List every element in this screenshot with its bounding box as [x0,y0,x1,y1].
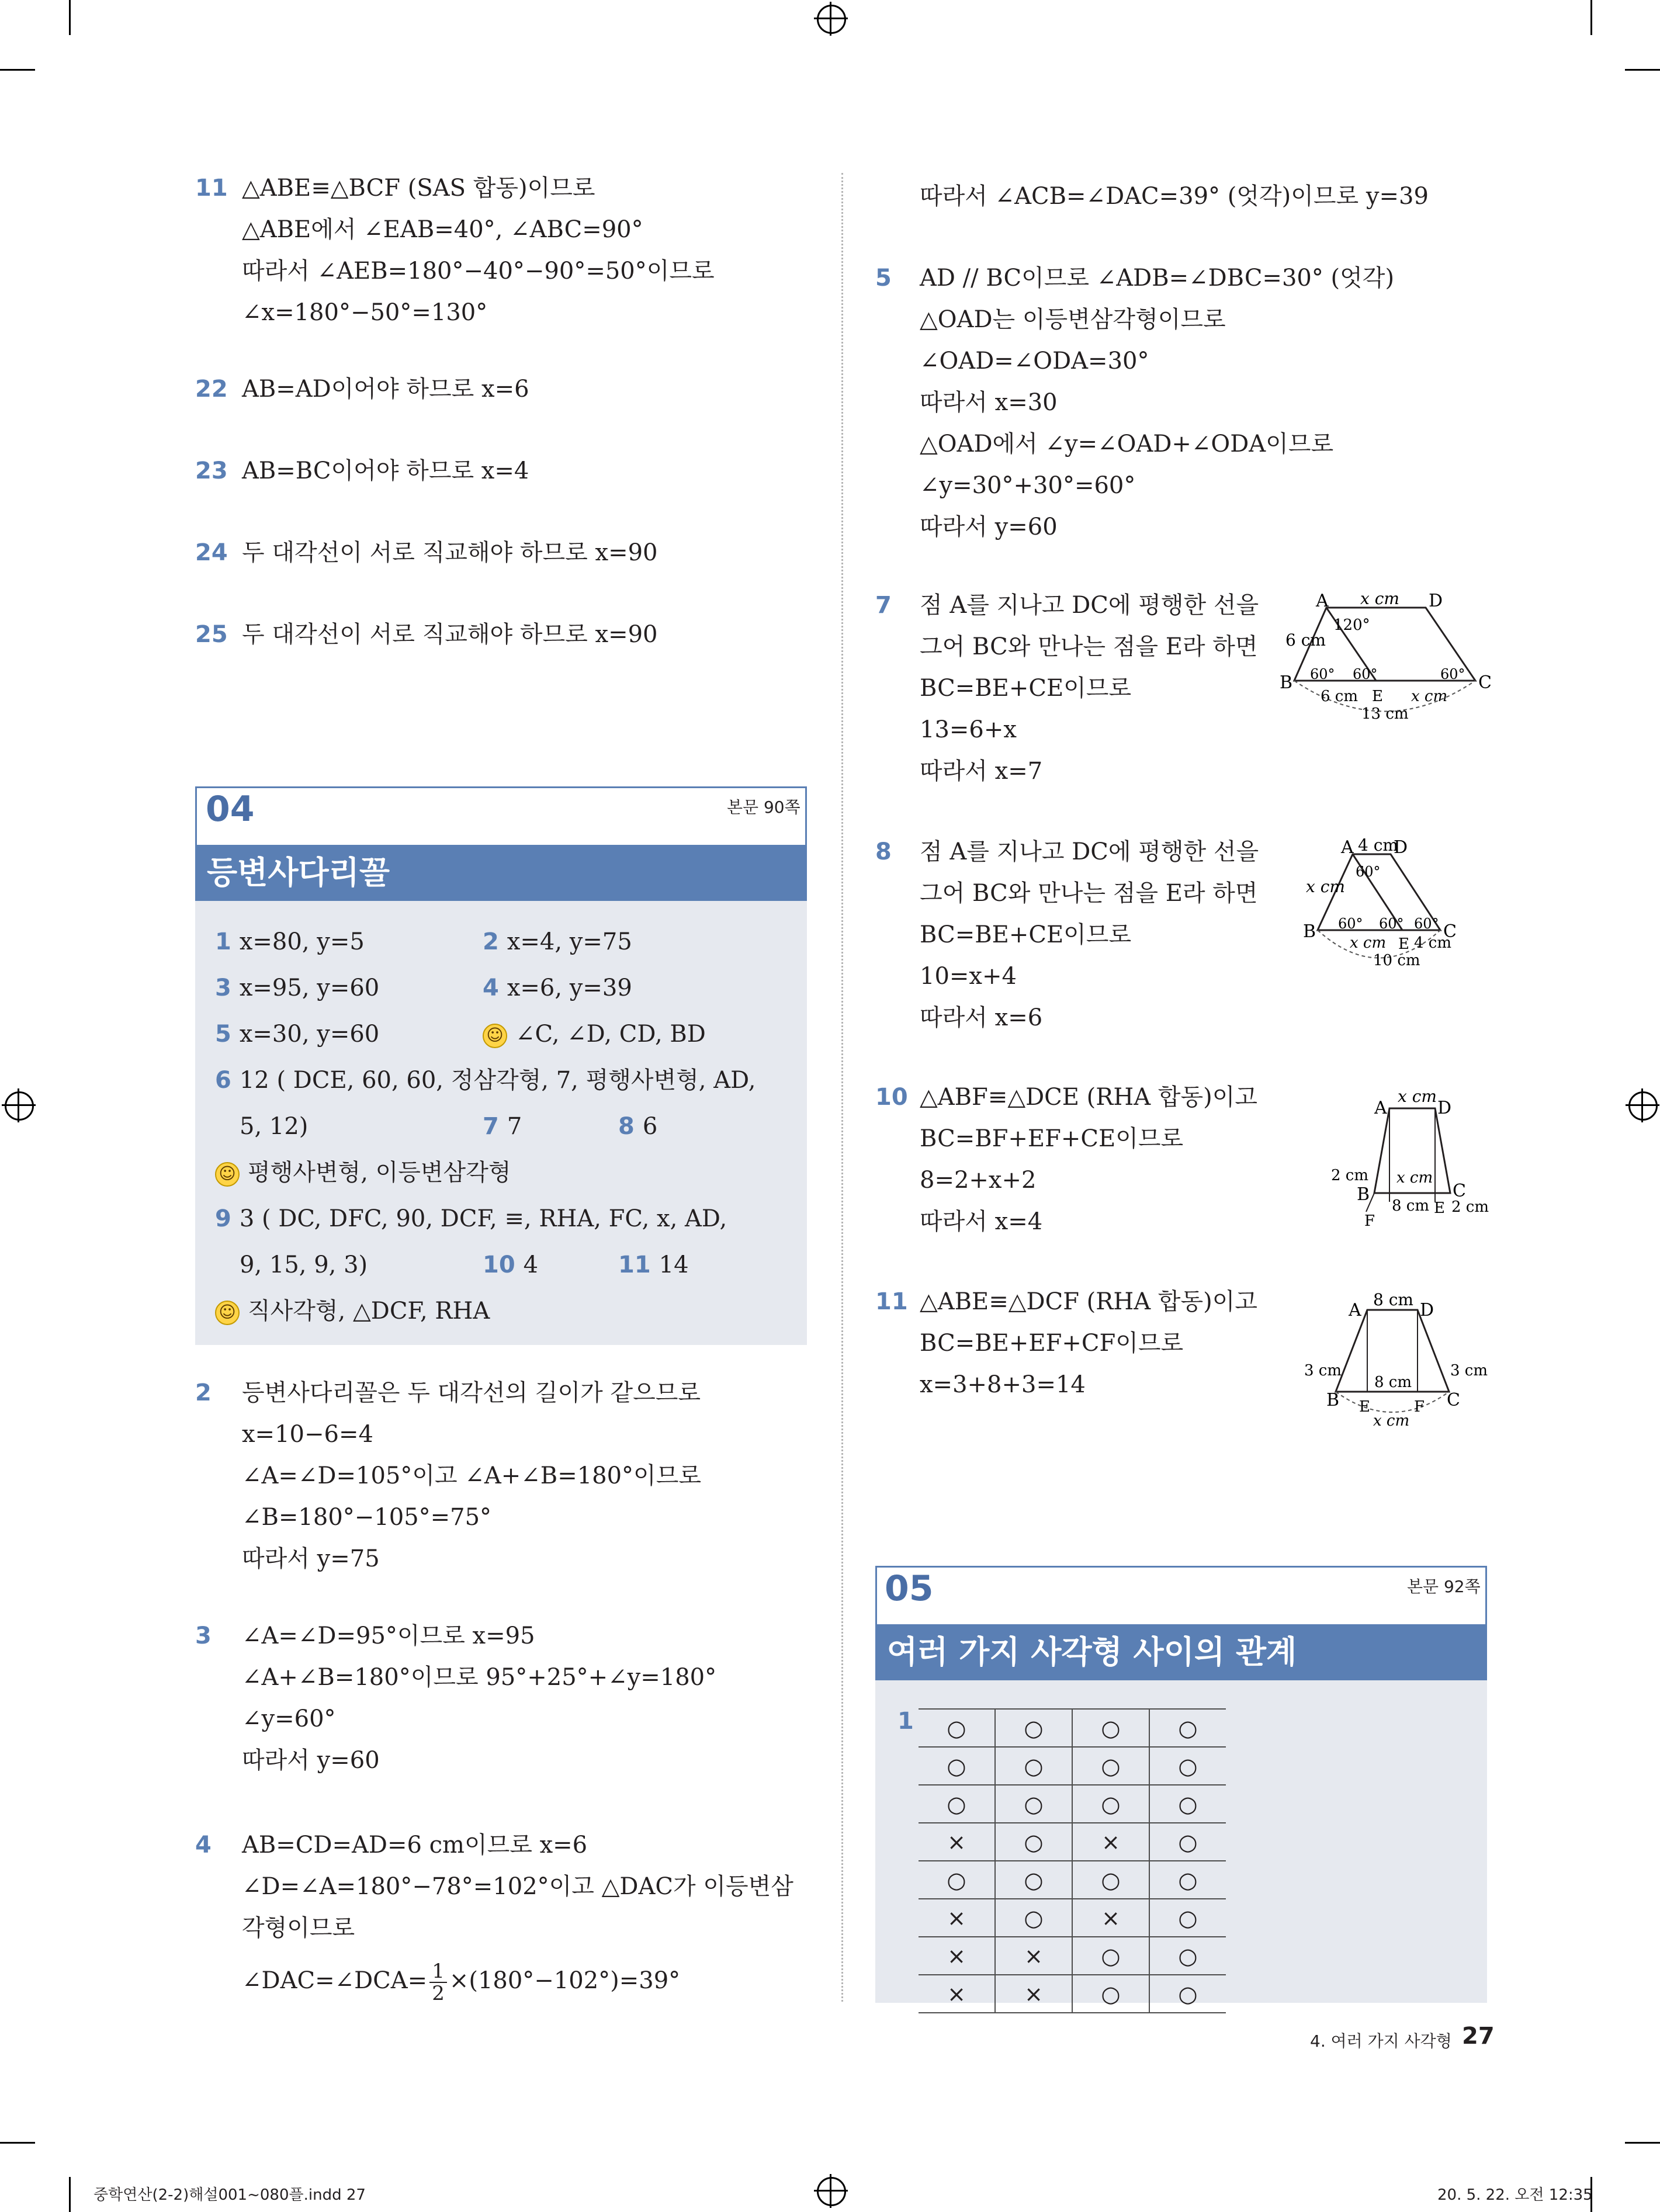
answer-text: 9, 15, 9, 3) [240,1251,368,1278]
answer-line: 등변사다리꼴은 두 대각선의 길이가 같으므로 [242,1379,701,1406]
fig-segment: 8 cm [1392,1197,1430,1215]
fig-label-A: A [1316,591,1329,611]
item-number: 7 [875,592,892,619]
answer-line: BC=BF+EF+CE이므로 [920,1125,1184,1152]
fraction-numerator: 1 [429,1961,447,1983]
fig-angle: 120° [1333,616,1370,634]
fig-top-length: 4 cm [1358,837,1398,855]
figure-item11 [1303,1287,1502,1438]
column-divider [841,173,843,2002]
fig-mid-length: 8 cm [1374,1374,1412,1391]
table-cell: ○ [1149,1823,1226,1861]
item-number: 2 [195,1379,212,1406]
answer-line: 따라서 x=7 [920,758,1043,785]
fig-label-E: E [1359,1398,1370,1416]
answer-row-third [618,1111,657,1142]
answer-row [215,1296,793,1326]
answer-line: △ABE≡△BCF (SAS 합동)이므로 [242,175,595,202]
table-cell: ○ [1072,1709,1149,1747]
table-cell: × [995,1937,1072,1975]
answer-row [215,1065,793,1095]
fig-label-C: C [1447,1390,1460,1410]
item-number: 23 [195,457,228,484]
answer-line: ∠A+∠B=180°이므로 95°+25°+∠y=180° [242,1664,717,1691]
answer-line: 10=x+4 [920,963,1017,990]
figure-item10 [1321,1082,1496,1234]
fig-label-B: B [1357,1184,1370,1205]
relation-table [919,1708,1226,2013]
answer-number: 10 [483,1251,515,1278]
answer-row [215,1157,793,1188]
answer-text: x=4, y=75 [507,928,632,955]
item-number: 22 [195,376,228,403]
table-cell: × [1072,1899,1149,1937]
answer-line: △OAD에서 ∠y=∠OAD+∠ODA이므로 [920,431,1334,457]
answer-line: 그어 BC와 만나는 점을 E라 하면 [920,880,1258,907]
answer-row-second [483,927,632,957]
answer-line: 13=6+x [920,716,1017,743]
figure-item7 [1280,590,1496,730]
table-cell: ○ [1149,1747,1226,1785]
answer-row-second [483,1250,538,1280]
answer-line: 따라서 x=4 [920,1208,1043,1235]
answer-text: 14 [659,1251,689,1278]
chapter-label: 4. 여러 가지 사각형 [1310,2031,1452,2051]
answer-line: 따라서 y=60 [242,1747,380,1774]
answer-text: x=6, y=39 [507,975,632,1001]
table-cell: ○ [1072,1785,1149,1823]
fig-top-length: 8 cm [1373,1290,1413,1309]
fig-right-length: 2 cm [1451,1198,1489,1216]
table-row [919,1899,1226,1937]
table-cell: ○ [1149,1975,1226,2013]
table-cell: ○ [1072,1937,1149,1975]
table-cell: ○ [1149,1861,1226,1899]
answer-text: 평행사변형, 이등변삼각형 [248,1159,511,1186]
answer-row [215,1204,793,1234]
answer-line: ∠y=60° [242,1705,336,1732]
item-number: 24 [195,539,228,566]
fig-top-length: x cm [1360,590,1399,608]
section-code: 05 [885,1568,934,1609]
item-number: 5 [875,265,892,292]
answer-line: BC=BE+EF+CF이므로 [920,1330,1184,1357]
figure-item8 [1297,837,1502,977]
table-row [919,1937,1226,1975]
answer-text: x=80, y=5 [239,928,365,955]
continuation-line: 따라서 ∠ACB=∠DAC=39° (엇각)이므로 y=39 [920,183,1429,210]
formula-suffix: ×(180°−102°)=39° [449,1967,681,1994]
section-box-05-header [875,1566,1487,1628]
table-cell: ○ [1072,1861,1149,1899]
answer-line: 두 대각선이 서로 직교해야 하므로 x=90 [242,621,658,648]
table-cell: ○ [995,1747,1072,1785]
item-number: 25 [195,621,228,648]
answer-text: 직사각형, △DCF, RHA [248,1298,490,1325]
fig-segment: x cm [1350,934,1387,952]
answer-line: AB=BC이어야 하므로 x=4 [242,457,529,484]
fig-segment: 4 cm [1414,934,1452,952]
fig-angle: 60° [1379,916,1404,932]
answer-line: 두 대각선이 서로 직교해야 하므로 x=90 [242,539,658,566]
table-row [919,1975,1226,2013]
registration-mark-icon [817,2177,846,2206]
table-cell: ○ [1149,1709,1226,1747]
fig-label-A: A [1341,837,1354,858]
fig-label-C: C [1443,921,1457,942]
fig-angle: 60° [1353,666,1378,682]
table-cell: ○ [995,1785,1072,1823]
fig-label-D: D [1437,1098,1452,1118]
fig-left-length: 6 cm [1285,630,1326,650]
fraction-denominator: 2 [432,1982,445,2005]
fig-angle: 60° [1414,916,1439,932]
table-cell: × [919,1823,995,1861]
fig-bottom-length: 13 cm [1361,705,1409,723]
fig-label-A: A [1349,1300,1361,1320]
table-row [919,1823,1226,1861]
answer-line: 그어 BC와 만나는 점을 E라 하면 [920,633,1258,660]
fig-label-E: E [1434,1199,1445,1217]
fig-label-C: C [1478,672,1492,693]
fig-label-F: F [1414,1398,1425,1416]
table-cell: ○ [995,1899,1072,1937]
crop-mark [0,69,35,71]
fig-bottom-length: 10 cm [1373,952,1420,969]
fig-angle: 60° [1440,666,1465,682]
answer-text: 5, 12) [240,1113,309,1140]
answer-line: 따라서 x=30 [920,389,1058,416]
answer-text: 7 [507,1113,522,1140]
answer-line: 8=2+x+2 [920,1167,1037,1194]
item-number: 11 [875,1288,908,1315]
answer-number: 6 [215,1067,231,1094]
answer-row-third [618,1250,689,1280]
table-cell: ○ [919,1747,995,1785]
fig-label-E: E [1372,688,1383,705]
answer-line: 따라서 y=60 [920,514,1058,540]
fig-label-B: B [1326,1390,1340,1410]
fig-segment: x cm [1411,688,1448,705]
table-cell: × [1072,1823,1149,1861]
section-code: 04 [206,789,255,830]
table-cell: ○ [1072,1975,1149,2013]
answer-line: △ABE≡△DCF (RHA 합동)이고 [920,1288,1258,1315]
registration-mark-icon [1628,1091,1658,1121]
fig-label-D: D [1394,837,1408,858]
fig-angle: 60° [1356,864,1381,880]
answer-line: x=10−6=4 [242,1421,373,1448]
answer-line: ∠x=180°−50°=130° [242,299,488,326]
answer-number: 3 [215,975,231,1001]
table-cell: ○ [919,1785,995,1823]
crop-mark [1625,69,1660,71]
answer-line: ∠A=∠D=105°이고 ∠A+∠B=180°이므로 [242,1462,701,1489]
section-page-ref: 본문 90쪽 [727,798,800,817]
answer-line: △OAD는 이등변삼각형이므로 [920,306,1226,333]
item-number: 3 [195,1622,212,1649]
answer-line: 점 A를 지나고 DC에 평행한 선을 [920,838,1259,865]
fig-label-F: F [1364,1212,1375,1230]
answer-line: 따라서 ∠AEB=180°−40°−90°=50°이므로 [242,258,715,285]
section-page-ref: 본문 92쪽 [1407,1577,1481,1596]
answer-number: 4 [483,975,499,1001]
answer-number: 2 [483,928,499,955]
fig-left-length: 2 cm [1331,1167,1369,1184]
answer-line: ∠B=180°−105°=75° [242,1504,492,1531]
answer-line: △ABF≡△DCE (RHA 합동)이고 [920,1084,1258,1111]
fig-label-A: A [1374,1098,1387,1118]
answer-number: 8 [618,1113,635,1140]
answer-line: 각형이므로 [242,1915,355,1941]
crop-mark [1625,2142,1660,2144]
table-cell: × [919,1899,995,1937]
table-cell: ○ [995,1823,1072,1861]
answer-row-second [483,1111,522,1142]
table-row [919,1747,1226,1785]
item-number: 10 [875,1084,908,1111]
answer-number: 5 [215,1021,231,1048]
fig-right-length: 3 cm [1450,1362,1488,1379]
answer-line: BC=BE+CE이므로 [920,675,1132,702]
answer-row-second [483,973,632,1003]
answer-line: AB=AD이어야 하므로 x=6 [242,376,529,403]
table-row [919,1785,1226,1823]
fig-left-length: x cm [1306,877,1345,896]
table-cell: ○ [1149,1937,1226,1975]
item-number: 8 [875,838,892,865]
answer-line: AB=CD=AD=6 cm이므로 x=6 [242,1832,588,1859]
table-cell: × [995,1975,1072,2013]
fig-label-E: E [1398,935,1409,953]
fig-bottom-length: x cm [1373,1412,1410,1430]
table-cell: × [919,1975,995,2013]
table-cell: ○ [919,1709,995,1747]
table-cell: ○ [919,1861,995,1899]
question-number: 1 [897,1708,914,1735]
answer-line: ∠A=∠D=95°이므로 x=95 [242,1622,535,1649]
answer-text: x=30, y=60 [239,1021,380,1048]
table-row [919,1861,1226,1899]
section-box-04-header [195,786,807,848]
fig-segment: 6 cm [1321,688,1359,705]
table-row [919,1709,1226,1747]
answer-number: 7 [483,1113,499,1140]
answer-line: △ABE에서 ∠EAB=40°, ∠ABC=90° [242,216,643,243]
fig-label-B: B [1303,921,1316,942]
answer-line: 따라서 y=75 [242,1545,380,1572]
fig-label-D: D [1429,591,1443,611]
item-number: 4 [195,1832,212,1859]
section-title: 여러 가지 사각형 사이의 관계 [875,1624,1487,1680]
fig-top-length: x cm [1398,1087,1437,1106]
page-number: 27 [1462,2023,1495,2050]
answer-line: ∠OAD=∠ODA=30° [920,348,1149,375]
section-title: 등변사다리꼴 [195,845,807,901]
answer-text: 4 [523,1251,539,1278]
fraction-formula [242,1961,680,2004]
answer-row-second [483,1019,706,1049]
table-cell: ○ [1149,1785,1226,1823]
answer-number: 1 [215,928,231,955]
answer-text: 6 [642,1113,658,1140]
crop-mark [0,2142,35,2144]
answer-line: AD // BC이므로 ∠ADB=∠DBC=30° (엇각) [920,265,1395,292]
registration-mark-icon [817,5,846,34]
smile-icon: ☺ [215,1301,240,1325]
answer-line: ∠y=30°+30°=60° [920,472,1136,499]
print-slug-date: 20. 5. 22. 오전 12:35 [1437,2186,1593,2204]
answer-line: x=3+8+3=14 [920,1371,1086,1398]
fig-label-D: D [1420,1300,1434,1320]
table-cell: ○ [995,1861,1072,1899]
answer-text: ∠C, ∠D, CD, BD [515,1021,706,1048]
print-slug-file: 중학연산(2-2)해설001~080플.indd 27 [93,2186,366,2204]
table-cell: × [919,1937,995,1975]
fig-mid-length: x cm [1396,1169,1433,1187]
answer-text: 3 ( DC, DFC, 90, DCF, ≡, RHA, FC, x, AD, [239,1205,727,1232]
table-cell: ○ [995,1709,1072,1747]
fig-left-length: 3 cm [1304,1362,1342,1379]
answer-line: ∠D=∠A=180°−78°=102°이고 △DAC가 이등변삼 [242,1873,793,1900]
fig-angle: 60° [1338,916,1363,932]
crop-mark [69,0,71,35]
fig-label-C: C [1453,1181,1466,1201]
formula-prefix: ∠DAC=∠DCA= [242,1967,428,1994]
answer-text: x=95, y=60 [239,975,380,1001]
answer-line: 점 A를 지나고 DC에 평행한 선을 [920,592,1259,619]
crop-mark [69,2177,71,2212]
table-cell: ○ [1149,1899,1226,1937]
smile-icon: ☺ [483,1024,507,1048]
registration-mark-icon [5,1091,34,1121]
table-cell: ○ [1072,1747,1149,1785]
fig-angle: 60° [1310,666,1335,682]
answer-number: 11 [618,1251,651,1278]
smile-icon: ☺ [215,1162,240,1187]
answer-text: 12 ( DCE, 60, 60, 정삼각형, 7, 평행사변형, AD, [239,1067,756,1094]
crop-mark [1590,0,1592,35]
answer-number: 9 [215,1205,231,1232]
fig-label-B: B [1280,672,1293,693]
answer-line: 따라서 x=6 [920,1004,1043,1031]
answer-line: BC=BE+CE이므로 [920,921,1132,948]
item-number: 11 [195,175,228,202]
